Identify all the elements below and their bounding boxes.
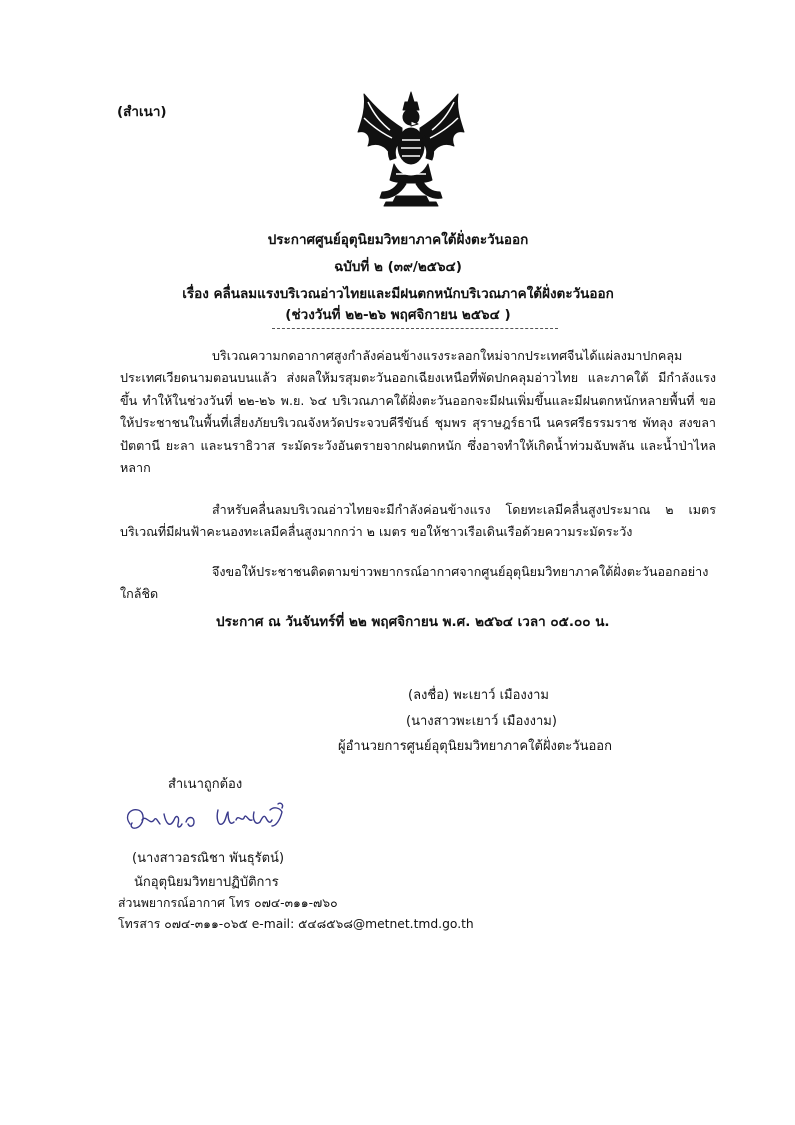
contact-fax-email: โทรสาร ๐๗๔-๓๑๑-๐๖๕ e-mail: ๕๔๘๕๖๘@metnet.tmd.go.th	[118, 917, 474, 931]
divider-rule	[272, 328, 558, 329]
body-paragraph-2: สำหรับคลื่นลมบริเวณอ่าวไทยจะมีกำลังค่อนข้างแรง โดยทะเลมีคลื่นสูงประมาณ ๒ เมตร บริเวณที่มีฝนฟ้าคะนองทะเลมีคลื่นสูงมากกว่า ๒ เมตร ขอให้ชาวเรือเดินเรือด้วยความระมัดระวัง	[120, 502, 716, 540]
certified-label: สำเนาถูกต้อง	[168, 777, 243, 792]
announcement-title: ประกาศศูนย์อุตุนิยมวิทยาภาคใต้ฝั่งตะวันออก	[267, 232, 529, 248]
copy-mark: (สำเนา)	[117, 104, 167, 120]
contact-phone: ส่วนพยากรณ์อากาศ โทร ๐๗๔-๓๑๑-๗๖๐	[118, 896, 338, 910]
garuda-emblem-icon	[356, 88, 466, 208]
handwritten-signature	[122, 800, 292, 840]
certifier-position: นักอุตุนิยมวิทยาปฏิบัติการ	[134, 875, 279, 890]
period-line: (ช่วงวันที่ ๒๒-๒๖ พฤศจิกายน ๒๕๖๔ )	[285, 307, 511, 323]
announcement-date: ประกาศ ณ วันจันทร์ที่ ๒๒ พฤศจิกายน พ.ศ. ๒๕๖๔ เวลา ๐๕.๐๐ น.	[216, 614, 610, 630]
body-paragraph-1: บริเวณความกดอากาศสูงกำลังค่อนข้างแรงระลอกใหม่จากประเทศจีนได้แผ่ลงมาปกคลุมประเทศเวียดนามตอนบนแล้ว ส่งผลให้มรสุมตะวันออกเฉียงเหนือที่พัดปกคลุมอ่าวไทย และภาคใต้ มีกำลังแรงขึ้น ทำให้ในช่วงวันที่ ๒๒-๒๖ พ.ย. ๖๔ บริเวณภาคใต้ฝั่งตะวันออกจะมีฝนเพิ่มขึ้นและมีฝนตกหนักหลายพื้นที่ ขอให้ประชาชนในพื้นที่เสี่ยงภัยบริเวณจังหวัดประจวบคีรีขันธ์ ชุมพร สุราษฎร์ธานี นครศรีธรรมราช พัทลุง สงขลา ปัตตานี ยะลา และนราธิวาส ระมัดระวังอันตรายจากฝนตกหนัก ซึ่งอาจทำให้เกิดน้ำท่วมฉับพลัน และน้ำป่าไหลหลาก	[120, 348, 716, 476]
subject-line: เรื่อง คลื่นลมแรงบริเวณอ่าวไทยและมีฝนตกหนักบริเวณภาคใต้ฝั่งตะวันออก	[182, 286, 614, 302]
signer-signed-line: (ลงชื่อ) พะเยาว์ เมืองงาม	[408, 688, 549, 703]
certifier-full-name: (นางสาวอรณิชา พันธุรัตน์)	[132, 851, 285, 866]
issue-number: ฉบับที่ ๒ (๓๙/๒๕๖๔)	[334, 259, 462, 275]
signer-full-name: (นางสาวพะเยาว์ เมืองงาม)	[406, 714, 557, 729]
body-paragraph-3: จึงขอให้ประชาชนติดตามข่าวพยากรณ์อากาศจากศูนย์อุตุนิยมวิทยาภาคใต้ฝั่งตะวันออกอย่างใกล้ชิด	[120, 564, 709, 602]
signer-position: ผู้อำนวยการศูนย์อุตุนิยมวิทยาภาคใต้ฝั่งตะวันออก	[338, 739, 612, 754]
